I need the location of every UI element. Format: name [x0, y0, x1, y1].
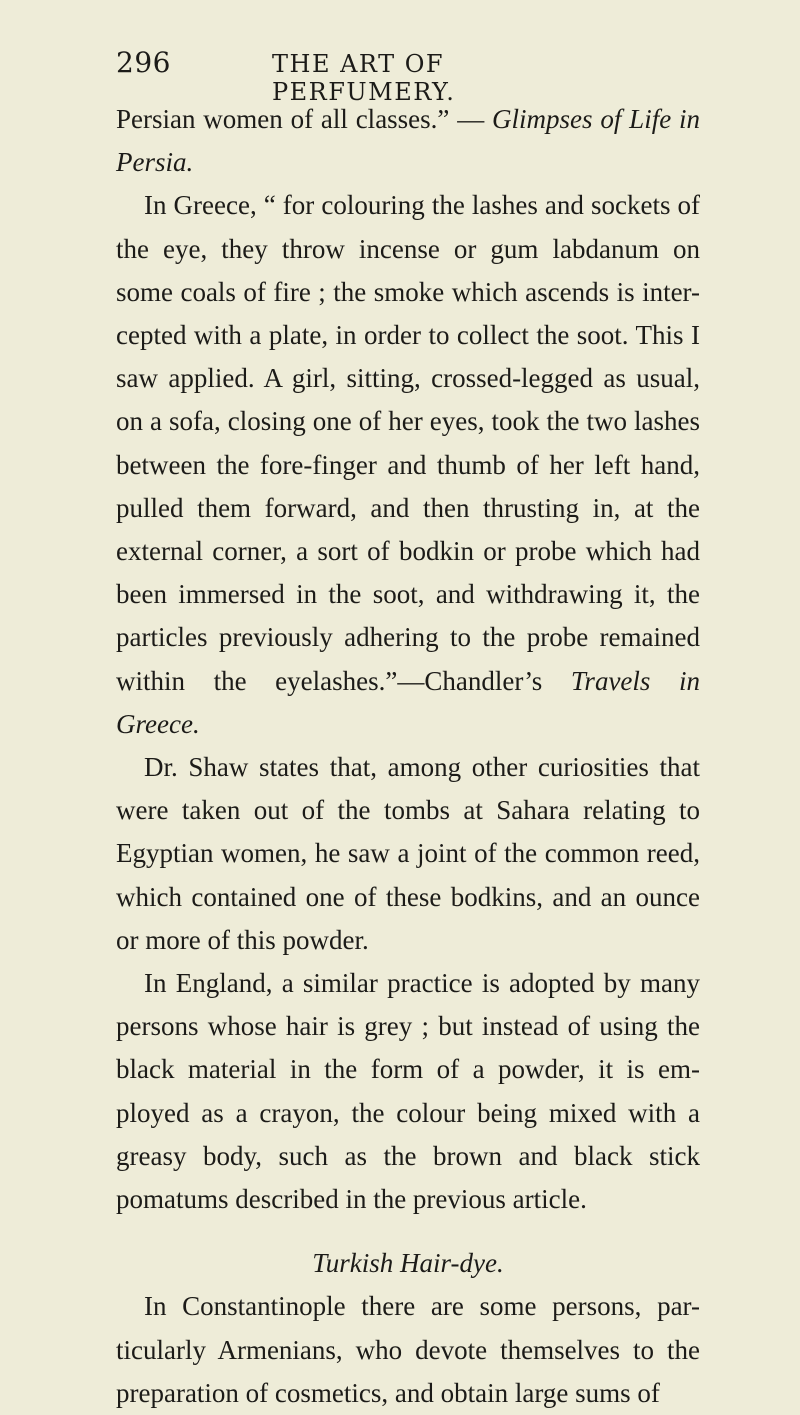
source-citation: Glimpses of Life in Persia. [116, 104, 700, 178]
paragraph-persia [116, 98, 700, 184]
page-header [116, 46, 626, 106]
body-text [116, 98, 700, 1415]
running-head: THE ART OF PERFUMERY. [272, 50, 456, 106]
paragraph-text: In Greece, “ for colouring the lashes and sockets of the eye, they throw incense or gum labdanum on some coals of fire ; the smoke which ascends is inter-cepted with a plate, in order to collect the soot. This I saw applied. A girl, sitting, crossed-legged as usual, on a sofa, closing one of her eyes, took the two lashes between the fore-finger and thumb of her left hand, pulled them forward, and then thrusting in, at the external corner, a sort of bodkin or probe which had been immersed in the soot, and withdrawing it, the particles previously adhering to the probe remained within the eyelashes.”—Chandler’s [116, 190, 700, 696]
page-number: 296 [116, 46, 171, 79]
source-citation: Travels in Greece. [116, 665, 700, 739]
paragraph-text: Persian women of all classes.” — [116, 104, 493, 134]
paragraph-constantinople: In Constantinople there are some persons, par-ticularly Armenians, who devote themselves to the preparation of cosmetics, and obtain large sums of [116, 1291, 700, 1408]
paragraph-greece [116, 184, 700, 746]
paragraph-england: In England, a similar practice is adopted by many persons whose hair is grey ; but instead of using the black material in the form of a powder, it is em-ployed as a crayon, the colour being mixed with a greasy body, such as the brown and black stick pomatums described in the previous article. [116, 968, 700, 1215]
section-heading: Turkish Hair-dye. [312, 1248, 504, 1279]
paragraph-shaw: Dr. Shaw states that, among other curiosities that were taken out of the tombs at Sahara relating to Egyptian women, he saw a joint of the common reed, which contained one of these bodkins, and an ounce or more of this powder. [116, 752, 700, 955]
